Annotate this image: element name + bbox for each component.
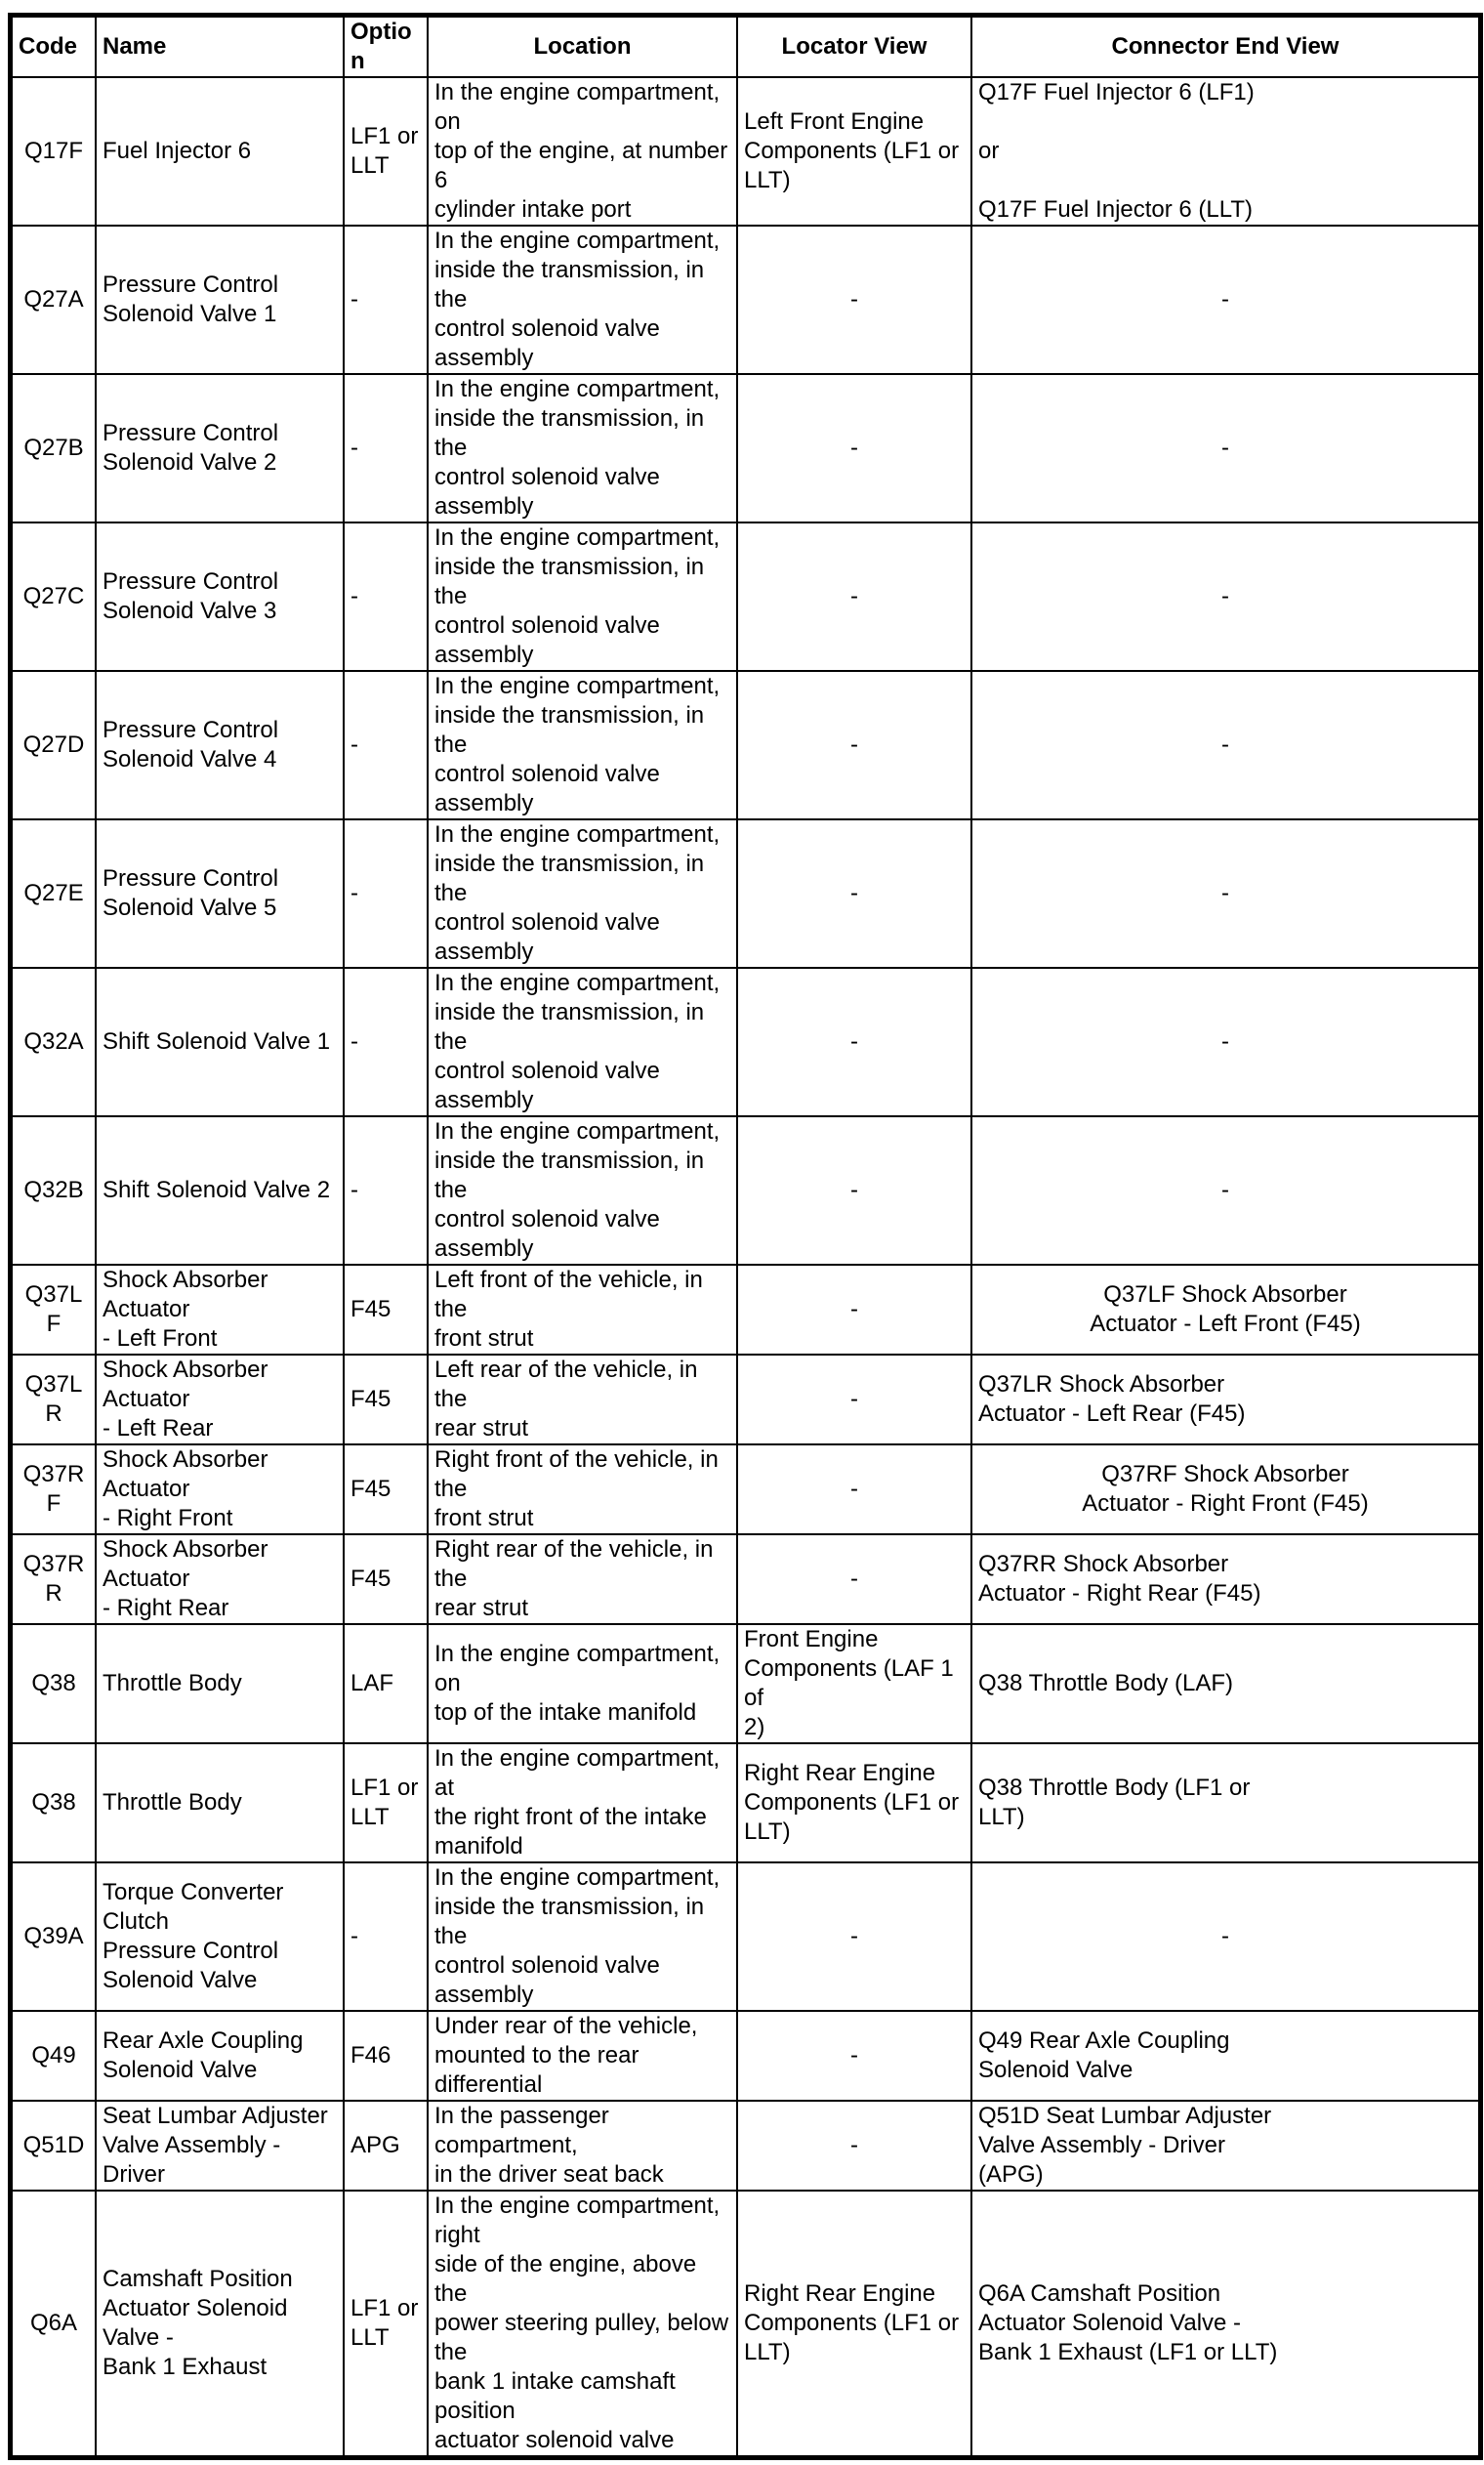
cell-locator-view <box>737 819 971 968</box>
cell-option <box>344 819 428 968</box>
cell-connector-end-view <box>971 819 1479 968</box>
cell-connector-end-view-text: Q17F Fuel Injector 6 (LF1) or Q17F Fuel Injector 6 (LLT) <box>978 79 1255 223</box>
cell-location-text: Right front of the vehicle, in the front strut <box>434 1446 719 1531</box>
cell-code <box>12 1444 96 1534</box>
cell-location <box>428 2101 737 2191</box>
cell-code <box>12 968 96 1116</box>
cell-locator-view <box>737 1355 971 1444</box>
cell-locator-view-text: Right Rear Engine Components (LF1 or LLT) <box>744 1760 960 1845</box>
cell-locator-view <box>737 1534 971 1624</box>
cell-option <box>344 1534 428 1624</box>
cell-location-text: In the passenger compartment, in the driver seat back <box>434 2103 664 2188</box>
cell-name <box>96 1265 344 1355</box>
cell-name <box>96 2101 344 2191</box>
table-row <box>12 2101 1479 2191</box>
cell-option-text: - <box>350 286 358 313</box>
cell-connector-end-view <box>971 1534 1479 1624</box>
cell-name <box>96 2011 344 2101</box>
table-row <box>12 226 1479 374</box>
cell-code <box>12 2101 96 2191</box>
cell-code <box>12 77 96 226</box>
cell-code-text: Q27E <box>23 880 84 906</box>
cell-name <box>96 1862 344 2011</box>
cell-name-text: Pressure Control Solenoid Valve 3 <box>103 568 279 624</box>
cell-location <box>428 1116 737 1265</box>
cell-option <box>344 1265 428 1355</box>
header-locator-view: Locator View <box>737 17 971 77</box>
cell-connector-end-view-text: Q38 Throttle Body (LAF) <box>978 1670 1233 1696</box>
cell-connector-end-view <box>971 522 1479 671</box>
cell-option-text: F45 <box>350 1386 392 1412</box>
cell-location <box>428 77 737 226</box>
cell-code <box>12 2191 96 2456</box>
cell-code <box>12 2011 96 2101</box>
cell-name-text: Fuel Injector 6 <box>103 138 252 164</box>
table-row <box>12 1444 1479 1534</box>
cell-option <box>344 1624 428 1743</box>
cell-option <box>344 522 428 671</box>
header-location: Location <box>428 17 737 77</box>
table-row <box>12 2011 1479 2101</box>
cell-locator-view-text: - <box>850 2042 858 2068</box>
cell-name <box>96 2191 344 2456</box>
cell-connector-end-view <box>971 1265 1479 1355</box>
cell-option <box>344 226 428 374</box>
cell-name <box>96 522 344 671</box>
cell-name-text: Throttle Body <box>103 1789 242 1816</box>
cell-connector-end-view-text: Q38 Throttle Body (LF1 or LLT) <box>978 1775 1251 1830</box>
cell-option-text: LF1 or LLT <box>350 123 419 179</box>
cell-connector-end-view-text: Q37RF Shock Absorber Actuator - Right Front (F45) <box>1082 1461 1369 1517</box>
cell-option-text: - <box>350 1028 358 1055</box>
cell-name <box>96 226 344 374</box>
cell-location-text: In the engine compartment, inside the transmission, in the control solenoid valve assembly <box>434 228 721 371</box>
cell-location <box>428 2191 737 2456</box>
cell-connector-end-view-text: Q49 Rear Axle Coupling Solenoid Valve <box>978 2027 1230 2083</box>
cell-locator-view-text: Right Rear Engine Components (LF1 or LLT) <box>744 2280 960 2365</box>
cell-connector-end-view <box>971 1444 1479 1534</box>
cell-locator-view-text: - <box>850 1028 858 1055</box>
cell-name-text: Shift Solenoid Valve 2 <box>103 1177 331 1203</box>
cell-name-text: Pressure Control Solenoid Valve 4 <box>103 717 279 773</box>
cell-name-text: Pressure Control Solenoid Valve 5 <box>103 865 279 921</box>
cell-connector-end-view-text: Q37LR Shock Absorber Actuator - Left Rear (F45) <box>978 1371 1246 1427</box>
cell-location-text: In the engine compartment, inside the transmission, in the control solenoid valve assembly <box>434 376 721 520</box>
cell-name-text: Shock Absorber Actuator - Right Rear <box>103 1536 268 1621</box>
cell-locator-view-text: - <box>850 731 858 758</box>
cell-name <box>96 77 344 226</box>
table-row <box>12 522 1479 671</box>
cell-locator-view <box>737 374 971 522</box>
cell-option <box>344 968 428 1116</box>
cell-location <box>428 968 737 1116</box>
table-row <box>12 1743 1479 1862</box>
cell-code <box>12 226 96 374</box>
cell-locator-view-text: - <box>850 1296 858 1322</box>
cell-locator-view-text: - <box>850 1923 858 1949</box>
cell-connector-end-view <box>971 77 1479 226</box>
cell-code <box>12 671 96 819</box>
cell-location <box>428 1862 737 2011</box>
cell-name-text: Rear Axle Coupling Solenoid Valve <box>103 2027 304 2083</box>
cell-connector-end-view-text: - <box>1221 1177 1229 1203</box>
cell-code <box>12 1116 96 1265</box>
cell-option-text: F46 <box>350 2042 392 2068</box>
cell-locator-view-text: - <box>850 286 858 313</box>
cell-option-text: - <box>350 583 358 609</box>
cell-code-text: Q6A <box>29 2310 78 2336</box>
cell-option-text: - <box>350 1923 358 1949</box>
cell-name-text: Torque Converter Clutch Pressure Control Solenoid Valve <box>103 1879 284 1993</box>
cell-code-text: Q37LR <box>24 1371 83 1427</box>
cell-connector-end-view-text: - <box>1221 435 1229 461</box>
cell-option-text: F45 <box>350 1566 392 1592</box>
header-code: Code <box>12 17 96 77</box>
cell-code <box>12 374 96 522</box>
cell-locator-view <box>737 968 971 1116</box>
cell-locator-view <box>737 1444 971 1534</box>
cell-locator-view-text: - <box>850 435 858 461</box>
cell-connector-end-view <box>971 226 1479 374</box>
cell-option <box>344 1862 428 2011</box>
cell-option <box>344 1355 428 1444</box>
header-name: Name <box>96 17 344 77</box>
cell-option-text: LF1 or LLT <box>350 2295 419 2351</box>
cell-location-text: In the engine compartment, inside the transmission, in the control solenoid valve assembly <box>434 1118 721 1262</box>
cell-location <box>428 1444 737 1534</box>
table-row <box>12 1116 1479 1265</box>
cell-location <box>428 226 737 374</box>
cell-name-text: Camshaft Position Actuator Solenoid Valve - Bank 1 Exhaust <box>103 2266 293 2380</box>
cell-option <box>344 2011 428 2101</box>
cell-name <box>96 1355 344 1444</box>
cell-name-text: Shock Absorber Actuator - Right Front <box>103 1446 268 1531</box>
table-row <box>12 1624 1479 1743</box>
cell-connector-end-view-text: Q37RR Shock Absorber Actuator - Right Rear (F45) <box>978 1551 1261 1607</box>
cell-locator-view-text: - <box>850 880 858 906</box>
cell-code <box>12 522 96 671</box>
cell-location <box>428 1624 737 1743</box>
cell-name-text: Pressure Control Solenoid Valve 2 <box>103 420 279 476</box>
cell-code-text: Q27A <box>23 286 84 313</box>
cell-connector-end-view-text: Q51D Seat Lumbar Adjuster Valve Assembly - Driver (APG) <box>978 2103 1272 2188</box>
cell-code-text: Q17F <box>23 138 84 164</box>
cell-location-text: In the engine compartment, inside the transmission, in the control solenoid valve assembly <box>434 673 721 816</box>
cell-name-text: Throttle Body <box>103 1670 242 1696</box>
cell-locator-view-text: - <box>850 1386 858 1412</box>
cell-locator-view <box>737 1116 971 1265</box>
cell-option-text: - <box>350 880 358 906</box>
cell-location-text: Left rear of the vehicle, in the rear strut <box>434 1357 698 1441</box>
cell-code-text: Q27B <box>23 435 84 461</box>
cell-option-text: F45 <box>350 1476 392 1502</box>
cell-connector-end-view <box>971 2101 1479 2191</box>
cell-code <box>12 1743 96 1862</box>
cell-location-text: Under rear of the vehicle, mounted to the rear differential <box>434 2013 698 2098</box>
cell-connector-end-view <box>971 2191 1479 2456</box>
cell-name-text: Shock Absorber Actuator - Left Front <box>103 1267 268 1352</box>
cell-location-text: In the engine compartment, inside the transmission, in the control solenoid valve assembly <box>434 524 721 668</box>
cell-connector-end-view <box>971 1116 1479 1265</box>
table-row <box>12 1265 1479 1355</box>
cell-option <box>344 1116 428 1265</box>
cell-option <box>344 374 428 522</box>
cell-code <box>12 1355 96 1444</box>
header-connector-end-view: Connector End View <box>971 17 1479 77</box>
cell-option-text: F45 <box>350 1296 392 1322</box>
cell-connector-end-view <box>971 1355 1479 1444</box>
cell-location-text: In the engine compartment, on top of the intake manifold <box>434 1641 721 1726</box>
cell-code-text: Q38 <box>31 1670 76 1696</box>
cell-name-text: Shift Solenoid Valve 1 <box>103 1028 331 1055</box>
cell-connector-end-view <box>971 1624 1479 1743</box>
cell-connector-end-view <box>971 1743 1479 1862</box>
cell-locator-view <box>737 1265 971 1355</box>
cell-location-text: In the engine compartment, on top of the engine, at number 6 cylinder intake port <box>434 79 728 223</box>
cell-connector-end-view-text: - <box>1221 583 1229 609</box>
cell-location-text: Right rear of the vehicle, in the rear strut <box>434 1536 714 1621</box>
table-row <box>12 2191 1479 2456</box>
table-header-row <box>12 17 1479 77</box>
cell-code-text: Q39A <box>23 1923 84 1949</box>
cell-code-text: Q51D <box>22 2132 85 2158</box>
cell-location <box>428 671 737 819</box>
cell-connector-end-view-text: - <box>1221 1923 1229 1949</box>
cell-code <box>12 1265 96 1355</box>
cell-location <box>428 522 737 671</box>
cell-code-text: Q32A <box>23 1028 84 1055</box>
cell-code <box>12 819 96 968</box>
cell-option <box>344 671 428 819</box>
cell-locator-view-text: - <box>850 1177 858 1203</box>
cell-code-text: Q37RF <box>22 1461 85 1517</box>
cell-name-text: Seat Lumbar Adjuster Valve Assembly - Driver <box>103 2103 328 2188</box>
cell-code <box>12 1862 96 2011</box>
cell-location-text: In the engine compartment, inside the transmission, in the control solenoid valve assembly <box>434 970 721 1113</box>
cell-locator-view-text: - <box>850 1476 858 1502</box>
cell-code-text: Q38 <box>31 1789 76 1816</box>
cell-connector-end-view <box>971 374 1479 522</box>
table-row <box>12 671 1479 819</box>
cell-locator-view <box>737 226 971 374</box>
header-option: Option <box>344 17 428 77</box>
cell-name <box>96 1116 344 1265</box>
cell-connector-end-view-text: - <box>1221 880 1229 906</box>
cell-connector-end-view <box>971 1862 1479 2011</box>
cell-name <box>96 671 344 819</box>
cell-code <box>12 1534 96 1624</box>
cell-code-text: Q37RR <box>22 1551 85 1607</box>
cell-name <box>96 968 344 1116</box>
table-row <box>12 1534 1479 1624</box>
cell-option-text: APG <box>350 2132 400 2158</box>
cell-code-text: Q27C <box>22 583 85 609</box>
cell-name <box>96 1444 344 1534</box>
cell-connector-end-view-text: - <box>1221 731 1229 758</box>
cell-locator-view <box>737 2101 971 2191</box>
cell-locator-view <box>737 2011 971 2101</box>
component-locator-table <box>11 16 1480 2457</box>
cell-connector-end-view <box>971 671 1479 819</box>
cell-locator-view <box>737 671 971 819</box>
cell-location-text: In the engine compartment, inside the transmission, in the control solenoid valve assembly <box>434 821 721 965</box>
table-row <box>12 77 1479 226</box>
cell-code-text: Q37LF <box>24 1281 83 1337</box>
cell-option-text: - <box>350 435 358 461</box>
table-row <box>12 968 1479 1116</box>
cell-option-text: - <box>350 731 358 758</box>
cell-code-text: Q49 <box>31 2042 76 2068</box>
cell-location-text: Left front of the vehicle, in the front strut <box>434 1267 703 1352</box>
cell-locator-view <box>737 1624 971 1743</box>
cell-locator-view <box>737 522 971 671</box>
cell-option <box>344 1444 428 1534</box>
cell-code-text: Q27D <box>22 731 85 758</box>
cell-location <box>428 2011 737 2101</box>
cell-location <box>428 819 737 968</box>
cell-locator-view <box>737 1743 971 1862</box>
cell-connector-end-view-text: - <box>1221 1028 1229 1055</box>
cell-connector-end-view-text: - <box>1221 286 1229 313</box>
cell-locator-view <box>737 1862 971 2011</box>
cell-location <box>428 1534 737 1624</box>
cell-connector-end-view <box>971 2011 1479 2101</box>
cell-locator-view <box>737 77 971 226</box>
cell-location-text: In the engine compartment, right side of the engine, above the power steering pulley, below the bank 1 intake camshaft position actuator solenoid valve <box>434 2193 729 2453</box>
cell-locator-view-text: - <box>850 583 858 609</box>
cell-option-text: LF1 or LLT <box>350 1775 419 1830</box>
cell-location-text: In the engine compartment, at the right front of the intake manifold <box>434 1745 721 1859</box>
table-row <box>12 819 1479 968</box>
cell-locator-view-text: Left Front Engine Components (LF1 or LLT) <box>744 108 960 193</box>
cell-locator-view <box>737 2191 971 2456</box>
cell-location <box>428 1743 737 1862</box>
cell-locator-view-text: - <box>850 1566 858 1592</box>
cell-option <box>344 1743 428 1862</box>
cell-option <box>344 2101 428 2191</box>
cell-name <box>96 374 344 522</box>
cell-code <box>12 1624 96 1743</box>
cell-name <box>96 1534 344 1624</box>
cell-location <box>428 1265 737 1355</box>
table-frame <box>8 13 1483 2460</box>
cell-location <box>428 374 737 522</box>
cell-locator-view-text: - <box>850 2132 858 2158</box>
cell-connector-end-view-text: Q6A Camshaft Position Actuator Solenoid Valve - Bank 1 Exhaust (LF1 or LLT) <box>978 2280 1278 2365</box>
cell-location <box>428 1355 737 1444</box>
cell-option <box>344 77 428 226</box>
table-body <box>12 77 1479 2456</box>
cell-option <box>344 2191 428 2456</box>
table-row <box>12 1355 1479 1444</box>
cell-code-text: Q32B <box>23 1177 84 1203</box>
table-row <box>12 374 1479 522</box>
cell-option-text: LAF <box>350 1670 394 1696</box>
cell-name-text: Shock Absorber Actuator - Left Rear <box>103 1357 268 1441</box>
cell-locator-view-text: Front Engine Components (LAF 1 of 2) <box>744 1626 954 1740</box>
cell-name-text: Pressure Control Solenoid Valve 1 <box>103 272 279 327</box>
cell-name <box>96 1743 344 1862</box>
cell-connector-end-view-text: Q37LF Shock Absorber Actuator - Left Front (F45) <box>1090 1281 1361 1337</box>
cell-connector-end-view <box>971 968 1479 1116</box>
cell-name <box>96 1624 344 1743</box>
table-row <box>12 1862 1479 2011</box>
cell-location-text: In the engine compartment, inside the transmission, in the control solenoid valve assembly <box>434 1864 721 2008</box>
cell-option-text: - <box>350 1177 358 1203</box>
cell-name <box>96 819 344 968</box>
